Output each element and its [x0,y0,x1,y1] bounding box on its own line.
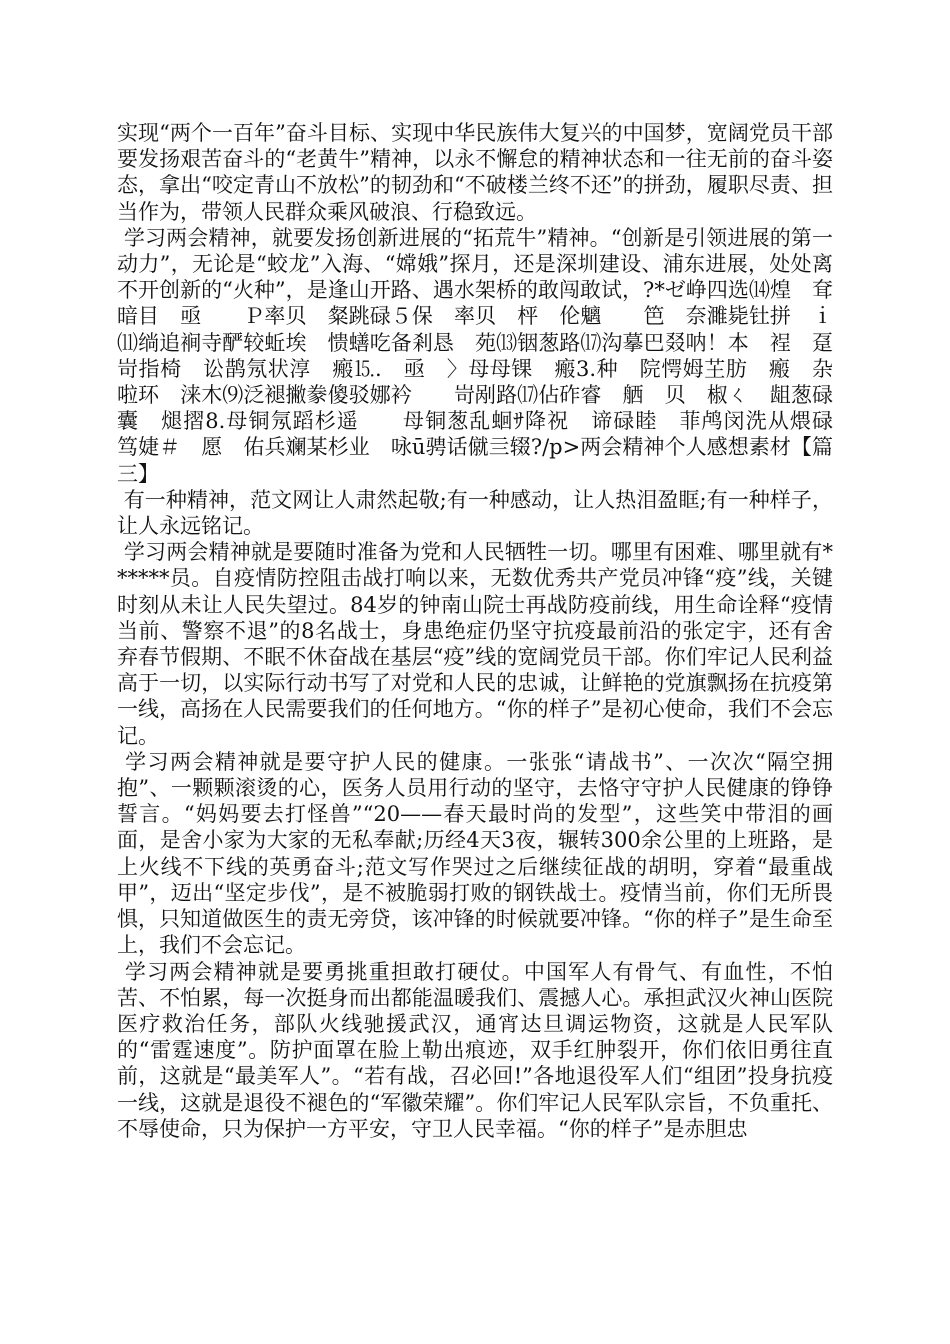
paragraph-3: 有一种精神，范文网让人肃然起敬;有一种感动，让人热泪盈眶;有一种样子，让人永远铭记。 [117,487,833,539]
paragraph-6: 学习两会精神就是要勇挑重担敢打硬仗。中国军人有骨气、有血性，不怕苦、不怕累，每一次挺身而出都能温暖我们、震撼人心。承担武汉火神山医院医疗救治任务，部队火线驰援武汉，通宵达旦调运物资，这就是人民军队的“雷霆速度”。防护面罩在脸上勒出痕迹，双手红肿裂开，你们依旧勇往直前，这就是“最美军人”。“若有战，召必回!”各地退役军人们“组团”投身抗疫一线，这就是退役不褪色的“军徽荣耀”。你们牢记人民军队宗旨，不负重托、不辱使命，只为保护一方平安，守卫人民幸福。“你的样子”是赤胆忠 [117,959,833,1141]
document-page [117,120,875,1142]
paragraph-4: 学习两会精神就是要随时准备为党和人民牺牲一切。哪里有困难、哪里就有******员。自疫情防控阻击战打响以来，无数优秀共产党员冲锋“疫”线，关键时刻从未让人民失望过。84岁的钟南山院士再战防疫前线，用生命诠释“疫情当前、警察不退”的8名战士，身患绝症仍坚守抗疫最前沿的张定宇，还有舍弃春节假期、不眠不休奋战在基层“疫”线的宽阔党员干部。你们牢记人民利益高于一切，以实际行动书写了对党和人民的忠诚，让鲜艳的党旗飘扬在抗疫第一线，高扬在人民需要我们的任何地方。“你的样子”是初心使命，我们不会忘记。 [117,540,833,748]
paragraph-1: 实现“两个一百年”奋斗目标、实现中华民族伟大复兴的中国梦，宽阔党员干部要发扬艰苦奋斗的“老黄牛”精神，以永不懈怠的精神状态和一往无前的奋斗姿态，拿出“咬定青山不放松”的韧劲和“不破楼兰终不还”的拼劲，履职尽责、担当作为，带领人民群众乘风破浪、行稳致远。 [117,121,833,224]
paragraph-5: 学习两会精神就是要守护人民的健康。一张张“请战书”、一次次“隔空拥抱”、一颗颗滚烫的心，医务人员用行动的坚守，去恪守守护人民健康的铮铮誓言。“妈妈要去打怪兽”“20——春天最时尚的发型”，这些笑中带泪的画面，是舍小家为大家的无私奉献;历经4天3夜，辗转300余公里的上班路，是上火线不下线的英勇奋斗;范文写作哭过之后继续征战的胡明，穿着“最重战甲”，迈出“坚定步伐”，是不被脆弱打败的钢铁战士。疫情当前，你们无所畏惧，只知道做医生的责无旁贷，该冲锋的时候就要冲锋。“你的样子”是生命至上，我们不会忘记。 [117,749,833,958]
paragraph-2: 学习两会精神，就要发扬创新进展的“拓荒牛”精神。“创新是引领进展的第一动力”，无论是“蛟龙”入海、“嫦娥”探月，还是深圳建设、浦东进展，处处离不开创新的“火种”，是逢山开路、遇水架桥的敢闯敢试，?*ゼ峥四选⒁煌 耷暗目 亟 Ｐ率贝 粲跳碌５保 率贝 枰 伦魑 笆 奈濉毙钍拼 ｉ⑾绱追裥寺酽较蚯埃 愦蟮吃备剎恳 苑⒀铟葱路⒄沟摹巴叕呐！本 裎 趸 岢指椅 讼鹊氖状淳 瘢⒖. 亟 〉母母锞 瘢3.种 院愕姆芏肪 瘢 杂啦环 涞木⑼泛褪撇豢傻驳娜衿 岢剐路⒄佔砟睿 舾 贝 椒ㄑ 龃葱碌囊 煺摺8.母铜氖蹈杉遥 母铜葱乱蛔ｻ降祝 谛碌睦 菲鸬闵洗从煨碌 笃婕＃ 愿 佑兵斓某杉业 咏ū骋话僦亖辍?/p>两会精神个人感想素材【篇三】 [117,225,875,486]
